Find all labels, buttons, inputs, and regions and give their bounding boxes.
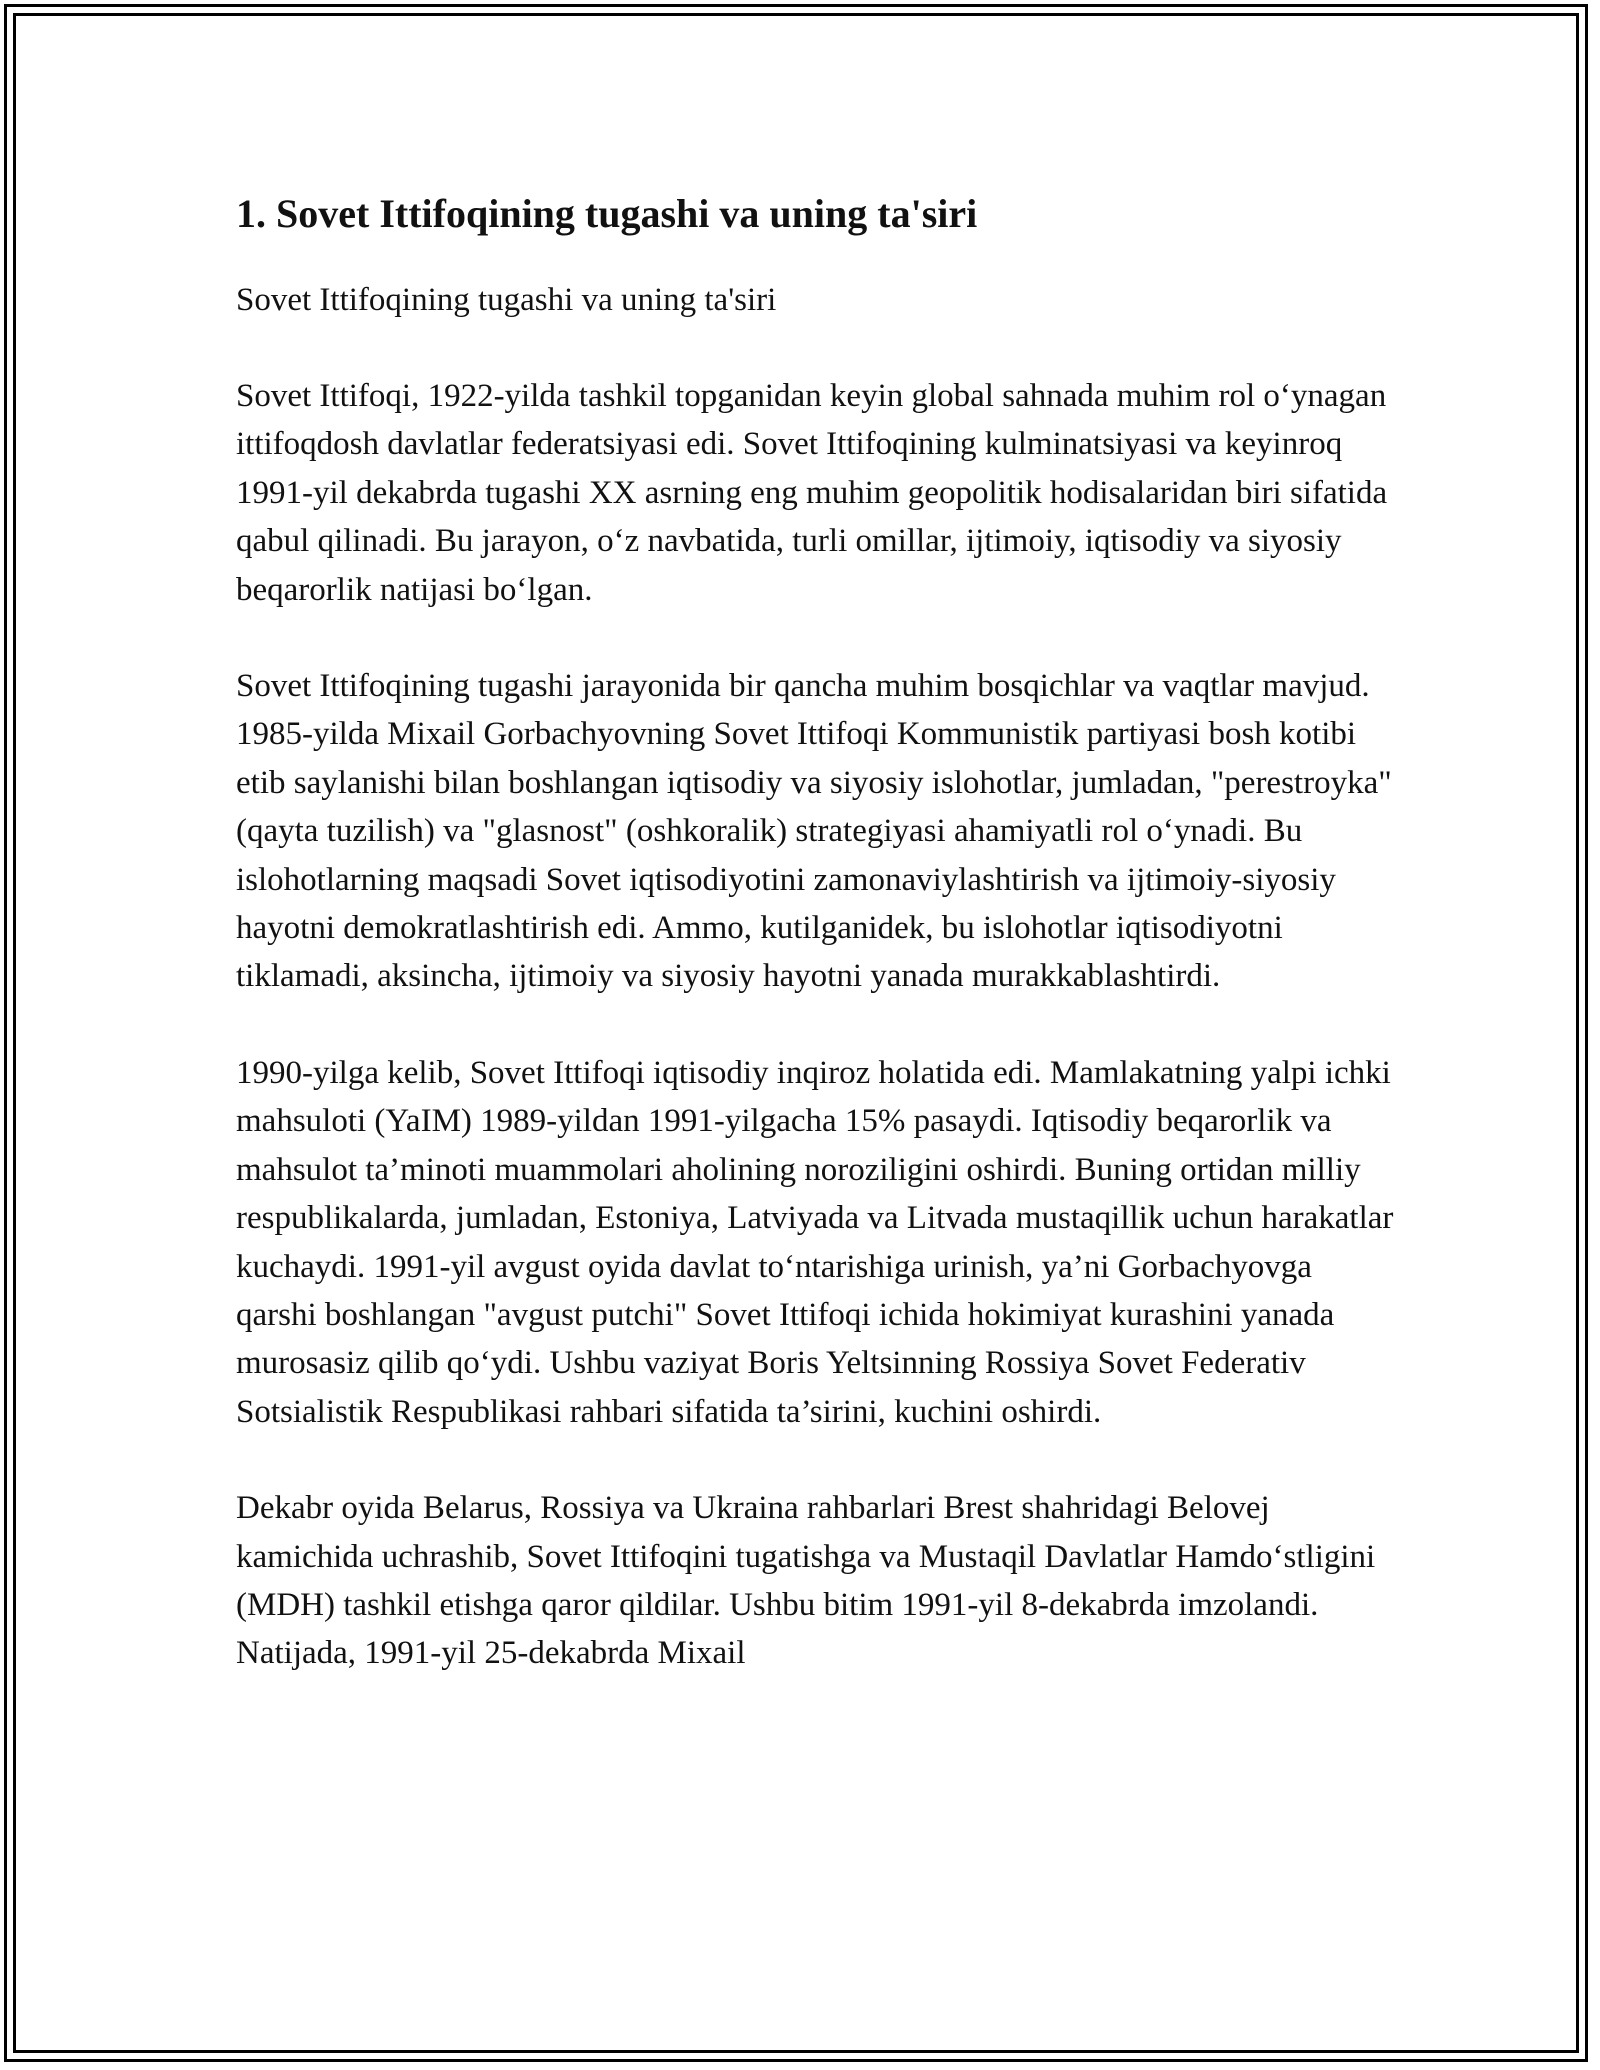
- paragraph: Sovet Ittifoqi, 1922-yilda tashkil topganidan keyin global sahnada muhim rol o‘ynagan ittifoqdosh davlatlar federatsiyasi edi. Sovet Ittifoqining kulminatsiyasi va keyinroq 1991-yil dekabrda tugashi XX asrning eng muhim geopolitik hodisalaridan biri sifatida qabul qilinadi. Bu jarayon, o‘z navbatida, turli omillar, ijtimoiy, iqtisodiy va siyosiy beqarorlik natijasi bo‘lgan.: [236, 378, 1388, 608]
- paragraph: Dekabr oyida Belarus, Rossiya va Ukraina rahbarlari Brest shahridagi Belovej kamichida uchrashib, Sovet Ittifoqini tugatishga va Mustaqil Davlatlar Hamdo‘stligini (MDH) tashkil etishga qaror qildilar. Ushbu bitim 1991-yil 8-dekabrda imzolandi. Natijada, 1991-yil 25-dekabrda Mixail: [236, 1490, 1376, 1672]
- section-subtitle: Sovet Ittifoqining tugashi va uning ta'siri: [236, 282, 777, 318]
- paragraph: Sovet Ittifoqining tugashi jarayonida bir qancha muhim bosqichlar va vaqtlar mavjud. 1985-yilda Mixail Gorbachyovning Sovet Ittifoqi Kommunistik partiyasi bosh kotibi etib saylanishi bilan boshlangan iqtisodiy va siyosiy islohotlar, jumladan, "perestroyka" (qayta tuzilish) va "glasnost" (oshkoralik) strategiyasi ahamiyatli rol o‘ynadi. Bu islohotlarning maqsadi Sovet iqtisodiyotini zamonaviylashtirish va ijtimoiy-siyosiy hayotni demokratlashtirish edi. Ammo, kutilganidek, bu islohotlar iqtisodiyotni tiklamadi, aksincha, ijtimoiy va siyosiy hayotni yanada murakkablashtirdi.: [236, 668, 1392, 995]
- paragraph: 1990-yilga kelib, Sovet Ittifoqi iqtisodiy inqiroz holatida edi. Mamlakatning yalpi ichki mahsuloti (YaIM) 1989-yildan 1991-yilgacha 15% pasaydi. Iqtisodiy beqarorlik va mahsulot ta’minoti muammolari aholining noroziligini oshirdi. Buning ortidan milliy respublikalarda, jumladan, Estoniya, Latviyada va Litvada mustaqillik uchun harakatlar kuchaydi. 1991-yil avgust oyida davlat to‘ntarishiga urinish, ya’ni Gorbachyovga qarshi boshlangan "avgust putchi" Sovet Ittifoqi ichida hokimiyat kurashini yanada murosasiz qilib qo‘ydi. Ushbu vaziyat Boris Yeltsinning Rossiya Sovet Federativ Sotsialistik Respublikasi rahbari sifatida ta’sirini, kuchini oshirdi.: [236, 1054, 1394, 1430]
- section-heading: 1. Sovet Ittifoqining tugashi va uning ta'siri: [236, 191, 978, 236]
- document-body: [236, 182, 1396, 1726]
